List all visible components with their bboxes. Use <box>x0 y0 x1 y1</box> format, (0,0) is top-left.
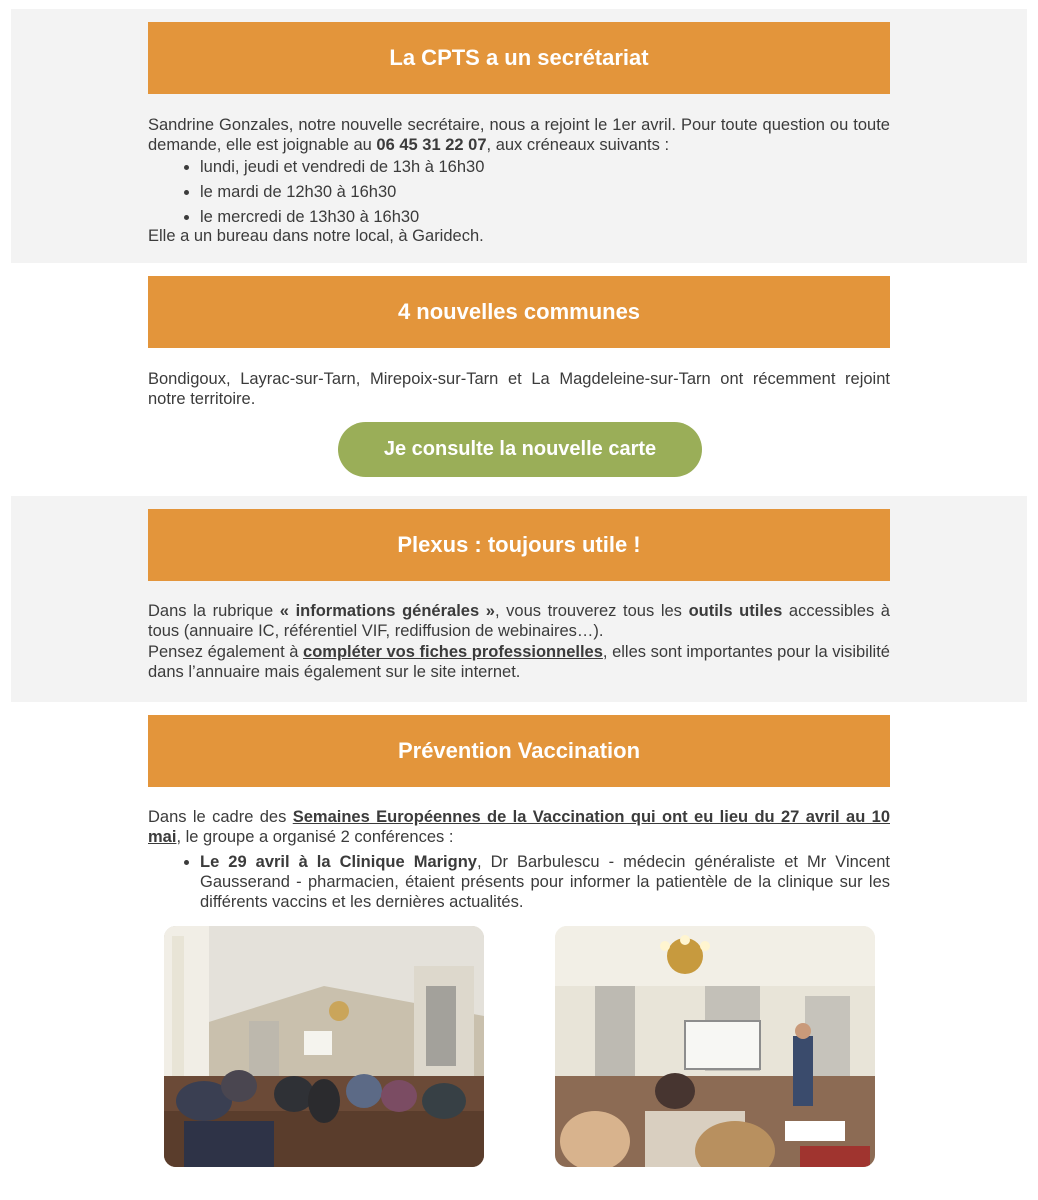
plexus-p2-b: , elles sont importantes pour la visibilité dans l’annuaire mais également sur le site internet. <box>148 643 890 681</box>
conference-item <box>200 852 890 912</box>
conference-photo-presentation <box>555 926 875 1167</box>
plexus-p1-outils: outils utiles <box>688 602 783 620</box>
section-title-vaccination: Prévention Vaccination <box>148 715 890 787</box>
secretariat-phone: 06 45 31 22 07 <box>376 136 487 154</box>
section-title-plexus: Plexus : toujours utile ! <box>148 509 890 581</box>
conference-date: Le 29 avril à la Clinique Marigny <box>200 853 477 871</box>
schedule-item: • le mercredi de 13h30 à 16h30 <box>200 207 890 227</box>
plexus-p1-a: Dans la rubrique <box>148 602 280 620</box>
vaccination-p1-b: , le groupe a organisé 2 conférences : <box>176 828 454 846</box>
plexus-paragraph-2 <box>148 642 890 682</box>
plexus-text <box>148 601 890 682</box>
vaccination-text <box>148 807 890 917</box>
schedule-item: • le mardi de 12h30 à 16h30 <box>200 182 890 202</box>
plexus-p1-rubrique: « informations générales » <box>279 602 495 620</box>
vaccination-weeks-link[interactable]: Semaines Européennes de la Vaccination qui ont eu lieu du 27 avril au 10 mai <box>148 808 890 846</box>
conference-photo-room <box>164 926 484 1167</box>
conference-description: , Dr Barbulescu - médecin généraliste et Mr Vincent Gausserand - pharmacien, étaient présents pour informer la patientèle de la clinique sur les différents vaccins et les dernières actualités. <box>200 853 890 911</box>
plexus-paragraph-1 <box>148 601 890 641</box>
secretariat-footer: Elle a un bureau dans notre local, à Garidech. <box>148 227 484 245</box>
plexus-p1-c: , vous trouverez tous les <box>494 602 689 620</box>
complete-profiles-link[interactable]: compléter vos fiches professionnelles <box>303 643 603 661</box>
vaccination-paragraph <box>148 807 890 847</box>
conference-list <box>148 852 890 912</box>
plexus-p1-e: accessibles à tous (annuaire IC, référentiel VIF, rediffusion de webinaires…). <box>148 602 890 640</box>
secretariat-intro: Sandrine Gonzales, notre nouvelle secrétaire, nous a rejoint le 1er avril. Pour toute question ou toute demande, elle est joignable au <box>148 116 890 154</box>
secretariat-text <box>148 115 890 246</box>
communes-text: Bondigoux, Layrac-sur-Tarn, Mirepoix-sur-Tarn et La Magdeleine-sur-Tarn ont récemment rejoint notre territoire. <box>148 370 890 408</box>
vaccination-p1-a: Dans le cadre des <box>148 808 293 826</box>
secretariat-intro-end: , aux créneaux suivants : <box>486 136 670 154</box>
schedule-list <box>148 157 890 227</box>
section-title-secretariat: La CPTS a un secrétariat <box>148 22 890 94</box>
schedule-item: • lundi, jeudi et vendredi de 13h à 16h30 <box>200 157 890 177</box>
plexus-p2-a: Pensez également à <box>148 643 304 661</box>
view-map-button[interactable]: Je consulte la nouvelle carte <box>338 422 702 477</box>
section-title-communes: 4 nouvelles communes <box>148 276 890 348</box>
